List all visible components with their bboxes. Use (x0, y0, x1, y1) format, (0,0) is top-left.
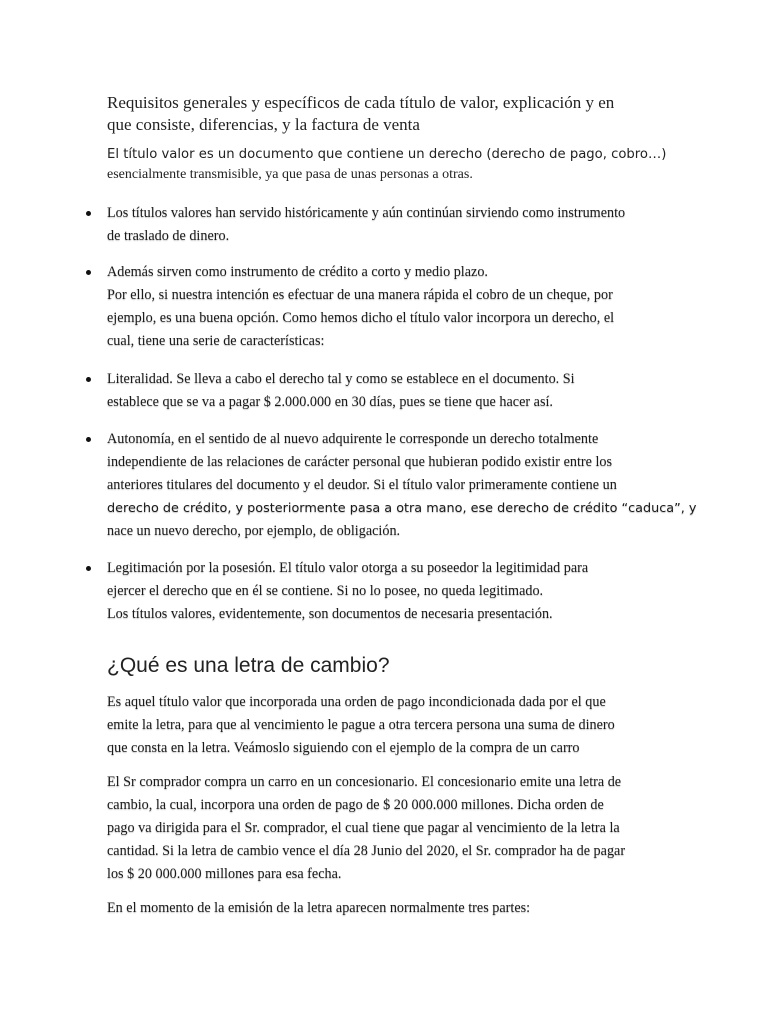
bullet-item (107, 557, 667, 626)
paragraph-line: pago va dirigida para el Sr. comprador, el cual tiene que pagar al vencimiento de la letra la (107, 820, 620, 836)
bullet-line: Además sirven como instrumento de crédito a corto y medio plazo. (107, 264, 488, 280)
paragraph-line: En el momento de la emisión de la letra aparecen normalmente tres partes: (107, 900, 531, 916)
bullet-line: Literalidad. Se lleva a cabo el derecho tal y como se establece en el documento. Si (107, 371, 575, 387)
bullet-dot-icon (86, 211, 91, 216)
intro-paragraph (107, 145, 667, 185)
bullet-line: establece que se va a pagar $ 2.000.000 en 30 días, pues se tiene que hacer así. (107, 394, 553, 410)
paragraph-line: El Sr comprador compra un carro en un concesionario. El concesionario emite una letra de (107, 774, 622, 790)
bullet-item (107, 261, 667, 353)
bullet-item (107, 202, 667, 248)
bullet-line: Autonomía, en el sentido de al nuevo adquirente le corresponde un derecho totalmente (107, 431, 599, 447)
paragraph-line: cantidad. Si la letra de cambio vence el día 28 Junio del 2020, el Sr. comprador ha de pagar (107, 843, 626, 859)
intro-line: esencialmente transmisible, ya que pasa de unas personas a otras. (107, 167, 473, 182)
paragraph-line: cambio, la cual, incorpora una orden de pago de $ 20 000.000 millones. Dicha orden de (107, 797, 604, 813)
bullet-line: anteriores titulares del documento y el deudor. Si el título valor primeramente contiene un (107, 477, 617, 493)
bullet-line: Los títulos valores, evidentemente, son documentos de necesaria presentación. (107, 606, 553, 622)
bullet-dot-icon (86, 377, 91, 382)
paragraph-line: los $ 20 000.000 millones para esa fecha. (107, 866, 342, 882)
section-heading: ¿Qué es una letra de cambio? (107, 654, 390, 677)
bullet-line: derecho de crédito, y posteriormente pasa a otra mano, ese derecho de crédito “caduca”, y (107, 501, 697, 516)
bullet-line: ejercer el derecho que en él se contiene. Si no lo posee, no queda legitimado. (107, 583, 544, 599)
bullet-line: independiente de las relaciones de carácter personal que hubieran podido existir entre los (107, 454, 613, 470)
intro-line: El título valor es un documento que contiene un derecho (derecho de pago, cobro…) (107, 147, 667, 162)
bullet-line: cual, tiene una serie de características: (107, 333, 325, 349)
bullet-line: ejemplo, es una buena opción. Como hemos dicho el título valor incorpora un derecho, el (107, 310, 615, 326)
bullet-line: nace un nuevo derecho, por ejemplo, de obligación. (107, 523, 401, 539)
bullet-line: Los títulos valores han servido históricamente y aún continúan sirviendo como instrumento (107, 205, 626, 221)
bullet-item (107, 428, 697, 543)
bullet-line: Legitimación por la posesión. El título valor otorga a su poseedor la legitimidad para (107, 560, 589, 576)
bullet-dot-icon (86, 270, 91, 275)
bullet-line: Por ello, si nuestra intención es efectuar de una manera rápida el cobro de un cheque, por (107, 287, 613, 303)
body-paragraph (107, 691, 667, 760)
bullet-dot-icon (86, 566, 91, 571)
body-paragraph (107, 897, 667, 920)
paragraph-line: emite la letra, para que al vencimiento le pague a otra tercera persona una suma de dinero (107, 717, 615, 733)
body-paragraph (107, 771, 667, 886)
bullet-line: de traslado de dinero. (107, 228, 230, 244)
title-line: que consiste, diferencias, y la factura de venta (107, 115, 420, 134)
bullet-item (107, 368, 667, 414)
paragraph-line: que consta en la letra. Veámoslo siguiendo con el ejemplo de la compra de un carro (107, 740, 580, 756)
document-title (107, 92, 667, 136)
bullet-dot-icon (86, 437, 91, 442)
paragraph-line: Es aquel título valor que incorporada una orden de pago incondicionada dada por el que (107, 694, 606, 710)
title-line: Requisitos generales y específicos de cada título de valor, explicación y en (107, 93, 615, 112)
